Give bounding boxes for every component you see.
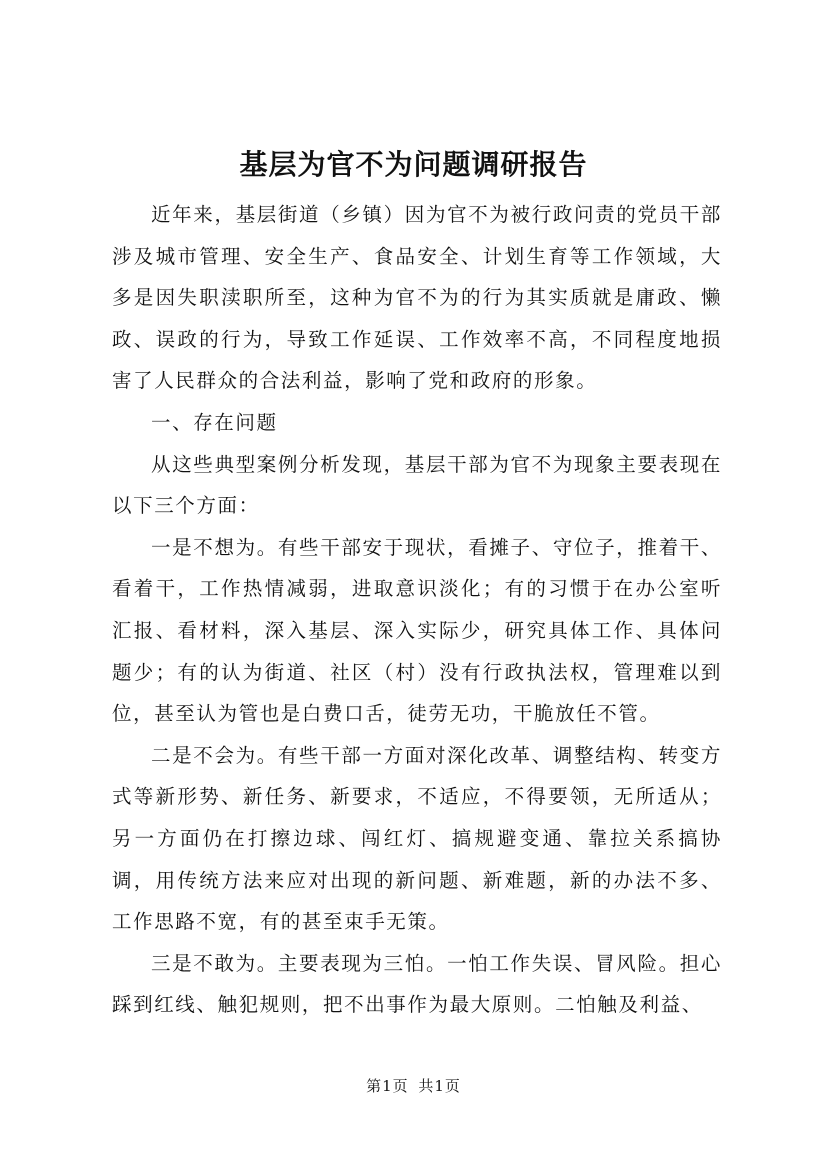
paragraph-overview: 从这些典型案例分析发现，基层干部为官不为现象主要表现在以下三个方面： bbox=[112, 452, 722, 518]
page-total: 共1页 bbox=[418, 1077, 461, 1095]
paragraph-intro: 近年来，基层街道（乡镇）因为官不为被行政问责的党员干部涉及城市管理、安全生产、食品安全、计划生育等工作领域，大多是因失职渎职所至，这种为官不为的行为其实质就是庸政、懒政、误政的行为，导致工作延误、工作效率不高，不同程度地损害了人民群众的合法利益，影响了党和政府的形象。 bbox=[112, 203, 722, 393]
page-footer bbox=[0, 1074, 827, 1098]
document-body bbox=[112, 194, 722, 1026]
page-number: 第1页 bbox=[366, 1077, 409, 1095]
paragraph-not-able: 二是不会为。有些干部一方面对深化改革、调整结构、转变方式等新形势、新任务、新要求，不适应，不得要领，无所适从；另一方面仍在打擦边球、闯红灯、搞规避变通、靠拉关系搞协调，用传统方法来应对出现的新问题、新难题，新的办法不多、工作思路不宽，有的甚至束手无策。 bbox=[112, 743, 722, 934]
document-title: 基层为官不为问题调研报告 bbox=[239, 148, 588, 181]
paragraph-not-willing: 一是不想为。有些干部安于现状，看摊子、守位子，推着干、看着干，工作热情减弱，进取意识淡化；有的习惯于在办公室听汇报、看材料，深入基层、深入实际少，研究具体工作、具体问题少；有的认为街道、社区（村）没有行政执法权，管理难以到位，甚至认为管也是白费口舌，徒劳无功，干脆放任不管。 bbox=[112, 535, 722, 726]
section-heading-problems: 一、存在问题 bbox=[151, 410, 278, 434]
paragraph-not-daring: 三是不敢为。主要表现为三怕。一怕工作失误、冒风险。担心踩到红线、触犯规则，把不出事作为最大原则。二怕触及利益、 bbox=[112, 951, 722, 1017]
